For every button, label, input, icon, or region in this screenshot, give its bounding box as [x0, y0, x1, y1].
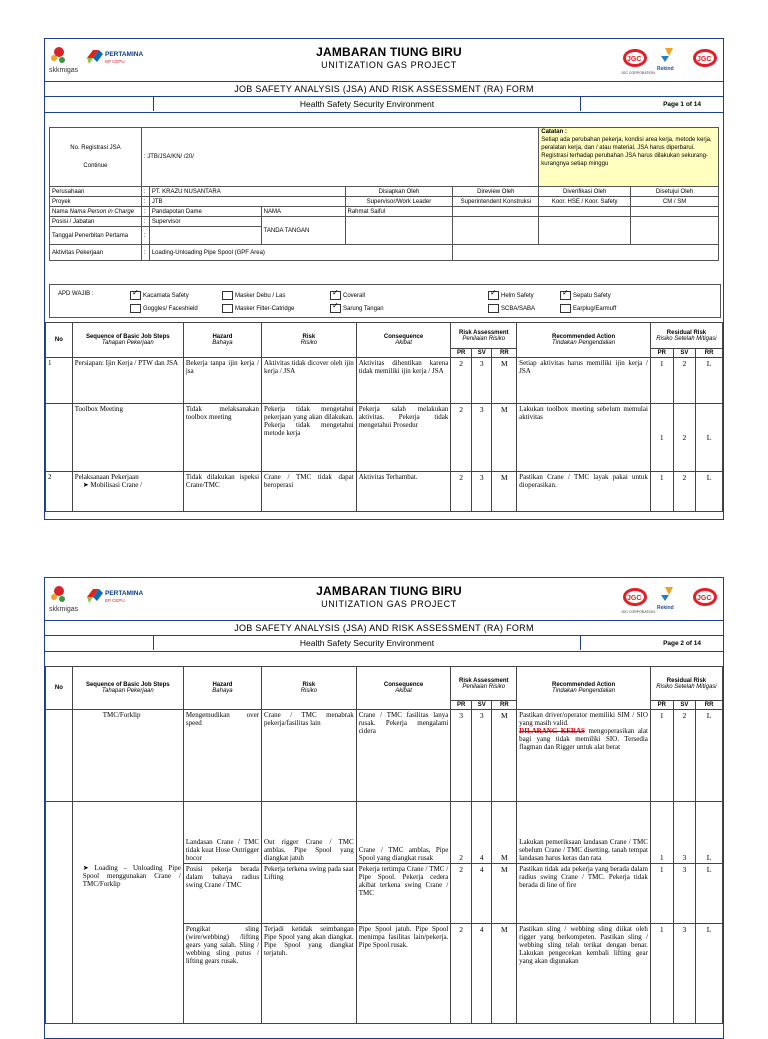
th-res-pr: PR: [650, 701, 673, 710]
checkbox-icon[interactable]: [560, 291, 571, 300]
cell-sv: 4: [471, 924, 492, 1024]
th-ra: [451, 667, 517, 701]
cell-risk: Crane / TMC menabrak pekerja/fasilitas lain: [262, 710, 357, 802]
th-res-pr: PR: [650, 349, 673, 358]
cell-hazard: Landasan Crane / TMC tidak kuat Hose Outrigger bocor: [183, 802, 261, 864]
cell-hazard: Tidak melaksanakan toolbox meeting: [183, 404, 261, 472]
svg-text:JGC CORPORATION: JGC CORPORATION: [621, 71, 655, 75]
cell-hazard: Posisi pekerja berada dalam bahaya radius swing Crane / TMC: [183, 864, 261, 924]
cell-risk: Crane / TMC tidak dapat beroperasi: [262, 472, 357, 512]
cell-risk: Terjadi ketidak seimbangan Pipe Spool yang akan diangkat. Pipe Spool yang diangkat terjatuh.: [262, 924, 357, 1024]
client-logos: [47, 583, 157, 615]
svg-text:JGC CORPORATION: JGC CORPORATION: [621, 610, 655, 614]
nama-value: Rahmat Saiful: [345, 207, 453, 217]
perusahaan-label: Perusahaan: [50, 187, 142, 197]
apd-helm[interactable]: [488, 291, 534, 300]
th-hazard-italic: Bahaya: [212, 340, 233, 346]
page-number: Page 2 of 14: [663, 640, 701, 647]
pic-label-text: Nama Person in Charge: [69, 208, 135, 215]
colon: :: [141, 245, 149, 261]
apd-item-label: Earplug/Earmuff: [573, 306, 617, 313]
th-risk: [262, 323, 357, 358]
cell-res-rr: L: [696, 802, 723, 864]
table-row: [46, 404, 723, 472]
cell-risk: Out rigger Crane / TMC amblas. Pipe Spool yang diangkat jatuh: [262, 802, 357, 864]
apd-item-label: Masker Debu / Las: [235, 293, 286, 300]
cell-hazard: Pengikat sling (wire/webbing) /lifting gears yang salah. Sling / webbing sling putus / lifting gears rusak.: [183, 924, 261, 1024]
client-logos: [47, 44, 157, 76]
th-no: No: [46, 667, 73, 710]
cell-risk: Pekerja terkena swing pada saat Lifting: [262, 864, 357, 924]
cell-cons: Crane / TMC amblas, Pipe Spool yang diangkat rusak: [356, 802, 451, 864]
cell-res-pr: 1: [650, 864, 673, 924]
cell-rr: M: [492, 472, 517, 512]
colon: :: [141, 217, 149, 227]
cell-res-sv: 3: [673, 864, 696, 924]
apd-item-label: SCBA/SABA: [501, 306, 536, 313]
th-sv: SV: [471, 349, 492, 358]
diverifikasi-role: Koor. HSE / Koor. Safety: [539, 197, 631, 207]
apd-item-label: Goggles/ Faceshield: [143, 306, 198, 313]
cell-res-pr: 1: [650, 472, 673, 512]
cell-res-sv: 2: [673, 710, 696, 802]
cell-no: [46, 404, 73, 472]
jsa-table-page1: [45, 322, 723, 512]
form-header: [45, 39, 723, 82]
th-ra-text: Risk Assessment: [459, 677, 509, 684]
cell-pr: 3: [451, 710, 472, 802]
th-rr: RR: [492, 349, 517, 358]
apd-sepatu[interactable]: [560, 291, 611, 300]
cell-hazard: Mengemudikan over speed: [183, 710, 261, 802]
cell-pr: 2: [451, 924, 472, 1024]
cell-step-text: Pelaksanaan Pekerjaan: [74, 473, 139, 481]
cell-rec: [517, 710, 651, 802]
cell-rr: M: [492, 358, 517, 404]
cell-res-sv: 3: [673, 802, 696, 864]
cell-pr: 2: [451, 472, 472, 512]
th-cons-italic: Akibat: [395, 688, 412, 694]
th-res: [650, 667, 722, 701]
cell-pr: 2: [451, 404, 472, 472]
svg-text:PERTAMINA: PERTAMINA: [105, 51, 144, 58]
ttd-diverifikasi[interactable]: [539, 217, 631, 245]
cell-rr: M: [492, 710, 517, 802]
cell-res-sv: 2: [673, 358, 696, 404]
checkbox-icon[interactable]: [560, 304, 571, 313]
svg-text:EP CEPU: EP CEPU: [105, 598, 125, 603]
th-risk-italic: Risiko: [300, 340, 318, 346]
ttd-disetujui[interactable]: [631, 217, 719, 245]
apd-scba[interactable]: [488, 304, 535, 313]
cell-sv: 4: [471, 864, 492, 924]
th-seq-italic: Tahapan Pekerjaan: [101, 340, 154, 346]
apd-coverall[interactable]: [330, 291, 365, 300]
th-ra-text: Risk Assessment: [459, 329, 509, 336]
cell-sv: 4: [471, 802, 492, 864]
project-title: [165, 45, 613, 70]
pic-label: Nama Nama Person in Charge: [50, 207, 142, 217]
cell-res-rr: L: [696, 472, 723, 512]
th-seq-text: Sequence of Basic Job Steps: [85, 682, 170, 688]
apd-label: APD WAJIB :: [58, 291, 94, 297]
table-row: [46, 472, 723, 512]
th-rec-text: Recommended Action: [551, 682, 616, 688]
checkbox-icon[interactable]: [222, 304, 233, 313]
proyek-label: Proyek: [50, 197, 142, 207]
th-cons-text: Consequence: [383, 334, 424, 340]
apd-goggles[interactable]: [130, 304, 198, 313]
cell-step: Toolbox Meeting: [72, 404, 183, 472]
form-page-2: [44, 577, 724, 1039]
th-sv: SV: [471, 701, 492, 710]
th-cons: [356, 323, 451, 358]
form-title: JOB SAFETY ANALYSIS (JSA) AND RISK ASSESSMENT (RA) FORM: [45, 82, 723, 97]
direview-nama[interactable]: [453, 207, 539, 217]
th-cons: [356, 667, 451, 710]
ttd-direview[interactable]: [453, 217, 539, 245]
apd-masker-debu[interactable]: [222, 291, 285, 300]
cell-cons: Crane / TMC fasilitas lanya rusak. Pekerja mengalami cidera: [356, 710, 451, 802]
th-res-text: Residual Risk: [666, 329, 707, 336]
cell-res-sv: 2: [673, 404, 696, 472]
cell-rec: Setiap aktivitas harus memiliki ijin kerja / JSA: [517, 358, 651, 404]
cell-res-rr: L: [696, 404, 723, 472]
th-risk-text: Risk: [302, 682, 316, 688]
cell-no: 1: [46, 358, 73, 404]
apd-item-label: Masker Filter-Catridge: [235, 306, 295, 313]
svg-text:JGC: JGC: [697, 595, 712, 602]
catatan-text: Setiap ada perubahan pekerja, kondisi area kerja, metode kerja, peralatan kerja, dan / atau material, JSA harus diperbarui. Registrasi terhadap perubahan JSA harus dilakukan sekurang-kurangnya setiap minggu: [541, 137, 712, 167]
colon: :: [141, 227, 149, 245]
cell-rec: Pastikan sling / webbing sling diikat oleh rigger yang berkompeten. Pastikan sling / webbing sling telah terikat dengan benar. Lakukan pengecekan kembali lifting gear yang akan digunakan: [517, 924, 651, 1024]
th-seq-text: Sequence of Basic Job Steps: [85, 334, 170, 340]
th-seq-italic: Tahapan Pekerjaan: [101, 688, 154, 694]
project-subtitle: UNITIZATION GAS PROJECT: [321, 60, 457, 70]
aktivitas-label: Aktivitas Pekerjaan: [50, 245, 142, 261]
colon: :: [141, 197, 149, 207]
th-pr: PR: [451, 349, 472, 358]
apd-item-label: Coverall: [343, 293, 366, 300]
th-cons-italic: Akibat: [395, 340, 412, 346]
cell-res-pr: 1: [650, 358, 673, 404]
cell-rec: Pastikan tidak ada pekerja yang berada dalam radius swing Crane / TMC. Pekerja tidak berada di line of fire: [517, 864, 651, 924]
rec-text-a: Pastikan driver/operator memiliki SIM / SIO yang masih valid.: [519, 711, 648, 727]
cell-pr: 2: [451, 802, 472, 864]
th-seq: [72, 667, 183, 710]
th-rec: [517, 667, 651, 710]
apd-item-label: Sarung Tangan: [343, 306, 384, 313]
th-hazard-text: Hazard: [212, 682, 233, 688]
department-row: [45, 636, 723, 652]
th-pr: PR: [451, 701, 472, 710]
cell-rec: Lakukan pemeriksaan landasan Crane / TMC sebelum Crane / TMC disetting, tanah tempat landasan harus keras dan rata: [517, 802, 651, 864]
th-res-sv: SV: [673, 701, 696, 710]
th-risk-text: Risk: [302, 334, 316, 340]
no-registrasi-value: : JTB/JSA/KN/ /20/: [141, 128, 538, 187]
th-ra-italic: Penilaian Risiko: [462, 335, 506, 342]
th-res: [650, 323, 722, 349]
apd-wajib-section: [49, 284, 721, 318]
department-name: Health Safety Security Environment: [153, 97, 581, 111]
svg-text:EP CEPU: EP CEPU: [105, 59, 125, 64]
pic-value: Pandapotan Dame: [149, 207, 261, 217]
cell-rr: M: [492, 404, 517, 472]
cell-res-sv: 2: [673, 472, 696, 512]
th-cons-text: Consequence: [383, 682, 424, 688]
cell-cons: Pipe Spool jatuh. Pipe Spool menimpa fasilitas lain/pekerja. Pipe Spool rusak.: [356, 924, 451, 1024]
table-row: [46, 358, 723, 404]
cell-pr: 2: [451, 864, 472, 924]
checkbox-icon[interactable]: [488, 291, 499, 300]
page-number: Page 1 of 14: [663, 101, 701, 108]
cell-cons: Aktivitas dihentikan karena tidak memiliki ijin kerja / JSA: [356, 358, 451, 404]
th-rec-text: Recommended Action: [551, 334, 616, 340]
posisi-label: Posisi / Jabatan: [50, 217, 142, 227]
cell-res-rr: L: [696, 924, 723, 1024]
cell-no: 2: [46, 472, 73, 512]
th-no: No: [46, 323, 73, 358]
rec-warning: DILARANG KERAS: [519, 727, 585, 735]
project-name: JAMBARAN TIUNG BIRU: [316, 45, 462, 59]
svg-text:skkmigas: skkmigas: [49, 67, 79, 74]
jsa-table-page2: [45, 666, 723, 1024]
diverifikasi-nama[interactable]: [539, 207, 631, 217]
skkmigas-logo: [47, 583, 157, 615]
cell-res-pr: 1: [650, 924, 673, 1024]
th-res-sv: SV: [673, 349, 696, 358]
checkbox-icon[interactable]: [488, 304, 499, 313]
perusahaan-value: PT. KRAZU NUSANTARA: [149, 187, 345, 197]
cell-risk: Aktivitas tidak dicover oleh ijin kerja / JSA: [262, 358, 357, 404]
form-header: [45, 578, 723, 621]
cell-res-pr: 1: [650, 802, 673, 864]
apd-item-label: Sepatu Safety: [573, 293, 611, 300]
th-ra-italic: Penilaian Risiko: [462, 683, 506, 690]
direview-label: Direview Oleh: [453, 187, 539, 197]
svg-text:JGC: JGC: [627, 56, 642, 63]
apd-masker-filter[interactable]: [222, 304, 294, 313]
cell-step-sub: ➤ Mobilisasi Crane /: [82, 481, 143, 489]
aktivitas-value: Loading-Unloading Pipe Spool (GPF Area): [149, 245, 453, 261]
tanggal-label: Tanggal Penerbitan Pertama: [50, 227, 142, 245]
cell-cons: Pekerja tertimpa Crane / TMC / Pipe Spool. Pekerja cedera akibat terkena swing Crane / TMC: [356, 864, 451, 924]
cell-res-rr: L: [696, 358, 723, 404]
colon: :: [141, 187, 149, 197]
project-name: JAMBARAN TIUNG BIRU: [316, 584, 462, 598]
th-res-italic: Risiko Setelah Mitigasi: [656, 683, 717, 690]
cell-step: ➤ Loading – Unloading Pipe Spool menggunakan Crane / TMC/Forklip: [72, 802, 183, 1024]
colon: :: [141, 207, 149, 217]
nama-label: NAMA: [261, 207, 345, 217]
rec-text-b: mengoperasikan alat bagi yang tidak memiliki SIO. Tersedia flagman dan Rigger untuk alat berat: [519, 727, 648, 751]
disiapkan-label: Disiapkan Oleh: [345, 187, 453, 197]
form-page-1: [44, 38, 724, 520]
ttd-label: TANDA TANGAN: [261, 217, 345, 245]
apd-item-label: Helm Safety: [501, 293, 534, 300]
th-hazard-text: Hazard: [212, 334, 233, 340]
cell-step: TMC/Forklip: [72, 710, 183, 802]
proyek-value: JTB: [149, 197, 345, 207]
cell-res-rr: L: [696, 864, 723, 924]
cell-rec: Pastikan Crane / TMC layak pakai untuk dioperasikan.: [517, 472, 651, 512]
disetujui-label: Disetujui Oleh: [631, 187, 719, 197]
diverifikasi-label: Diverifikasi Oleh: [539, 187, 631, 197]
form-title: JOB SAFETY ANALYSIS (JSA) AND RISK ASSESSMENT (RA) FORM: [45, 621, 723, 636]
apd-item-label: Kacamata Safety: [143, 293, 189, 300]
no-registrasi-label: No. Registrasi JSA: [70, 145, 121, 151]
cell-cons: Aktivitas Terhambat.: [356, 472, 451, 512]
th-hazard-italic: Bahaya: [212, 688, 233, 694]
aktivitas-empty: [453, 245, 719, 261]
cell-risk: Pekerja tidak mengetahui pekerjaan yang akan dilakukan. Pekerja tidak mengetahui metode kerja: [262, 404, 357, 472]
jgc-rekind-logos: [621, 44, 721, 76]
cell-res-rr: L: [696, 710, 723, 802]
checkbox-icon[interactable]: [222, 291, 233, 300]
department-name: Health Safety Security Environment: [153, 636, 581, 650]
th-rr: RR: [492, 701, 517, 710]
cell-res-pr: 1: [650, 404, 673, 472]
table-row: [46, 710, 723, 802]
svg-text:Rekind: Rekind: [657, 605, 674, 611]
svg-text:Rekind: Rekind: [657, 66, 674, 72]
cell-step: Persiapan: Ijin Kerja / PTW dan JSA: [72, 358, 183, 404]
disetujui-role: CM / SM: [631, 197, 719, 207]
svg-text:skkmigas: skkmigas: [49, 606, 79, 613]
th-rec-italic: Tindakan Pengendalian: [552, 688, 616, 694]
contractor-logos: [621, 583, 721, 615]
cell-no: [46, 802, 73, 1024]
disetujui-nama[interactable]: [631, 207, 719, 217]
checkbox-icon[interactable]: [330, 304, 341, 313]
continue-label: Continue: [83, 163, 108, 169]
cell-hazard: Bekerja tanpa ijin kerja / jsa: [183, 358, 261, 404]
th-hazard: [183, 323, 261, 358]
apd-kacamata[interactable]: [130, 291, 189, 300]
cell-no: [46, 710, 73, 802]
cell-rr: M: [492, 864, 517, 924]
cell-sv: 3: [471, 404, 492, 472]
cell-sv: 3: [471, 710, 492, 802]
skkmigas-logo: [47, 44, 157, 76]
contractor-logos: [621, 44, 721, 76]
cell-rr: M: [492, 802, 517, 864]
apd-earplug[interactable]: [560, 304, 616, 313]
checkbox-icon[interactable]: [130, 304, 141, 313]
svg-text:PERTAMINA: PERTAMINA: [105, 590, 144, 597]
project-title: [165, 584, 613, 609]
cell-cons: Pekerja salah melakukan aktivitas. Pekerja tidak mengetahui Prosedur: [356, 404, 451, 472]
cell-step: [72, 472, 183, 512]
direview-role: Superintendent Konstruksi: [453, 197, 539, 207]
svg-text:JGC: JGC: [627, 595, 642, 602]
th-hazard: [183, 667, 261, 710]
cell-rec: Lakukan toolbox meeting sebelum memulai aktivitas: [517, 404, 651, 472]
th-res-rr: RR: [696, 349, 723, 358]
th-seq: [72, 323, 183, 358]
th-res-italic: Risiko Setelah Mitigasi: [656, 335, 717, 342]
catatan-note: [539, 128, 719, 187]
th-ra: [451, 323, 517, 349]
disiapkan-role: Supervisor/Work Leader: [345, 197, 453, 207]
cell-res-pr: 1: [650, 710, 673, 802]
department-row: [45, 97, 723, 113]
th-res-text: Residual Risk: [666, 677, 707, 684]
posisi-value: Supervisor: [149, 217, 261, 227]
catatan-title: Catatan :: [541, 129, 567, 135]
svg-text:JGC: JGC: [697, 56, 712, 63]
checkbox-icon[interactable]: [130, 291, 141, 300]
th-risk: [262, 667, 357, 710]
th-rec: [517, 323, 651, 358]
jgc-rekind-logos: [621, 583, 721, 615]
cell-res-sv: 3: [673, 924, 696, 1024]
th-risk-italic: Risiko: [300, 688, 318, 694]
tanggal-value[interactable]: [149, 227, 261, 245]
table-row: [46, 802, 723, 864]
ttd-disiapkan[interactable]: [345, 217, 453, 245]
apd-sarung[interactable]: [330, 304, 384, 313]
th-res-rr: RR: [696, 701, 723, 710]
th-rec-italic: Tindakan Pengendalian: [552, 340, 616, 346]
cell-sv: 3: [471, 472, 492, 512]
checkbox-icon[interactable]: [330, 291, 341, 300]
cell-hazard: Tidak dilakukan ispeksi Crane/TMC: [183, 472, 261, 512]
cell-rr: M: [492, 924, 517, 1024]
cell-pr: 2: [451, 358, 472, 404]
project-subtitle: UNITIZATION GAS PROJECT: [321, 599, 457, 609]
jsa-info-table: [49, 127, 719, 261]
cell-sv: 3: [471, 358, 492, 404]
